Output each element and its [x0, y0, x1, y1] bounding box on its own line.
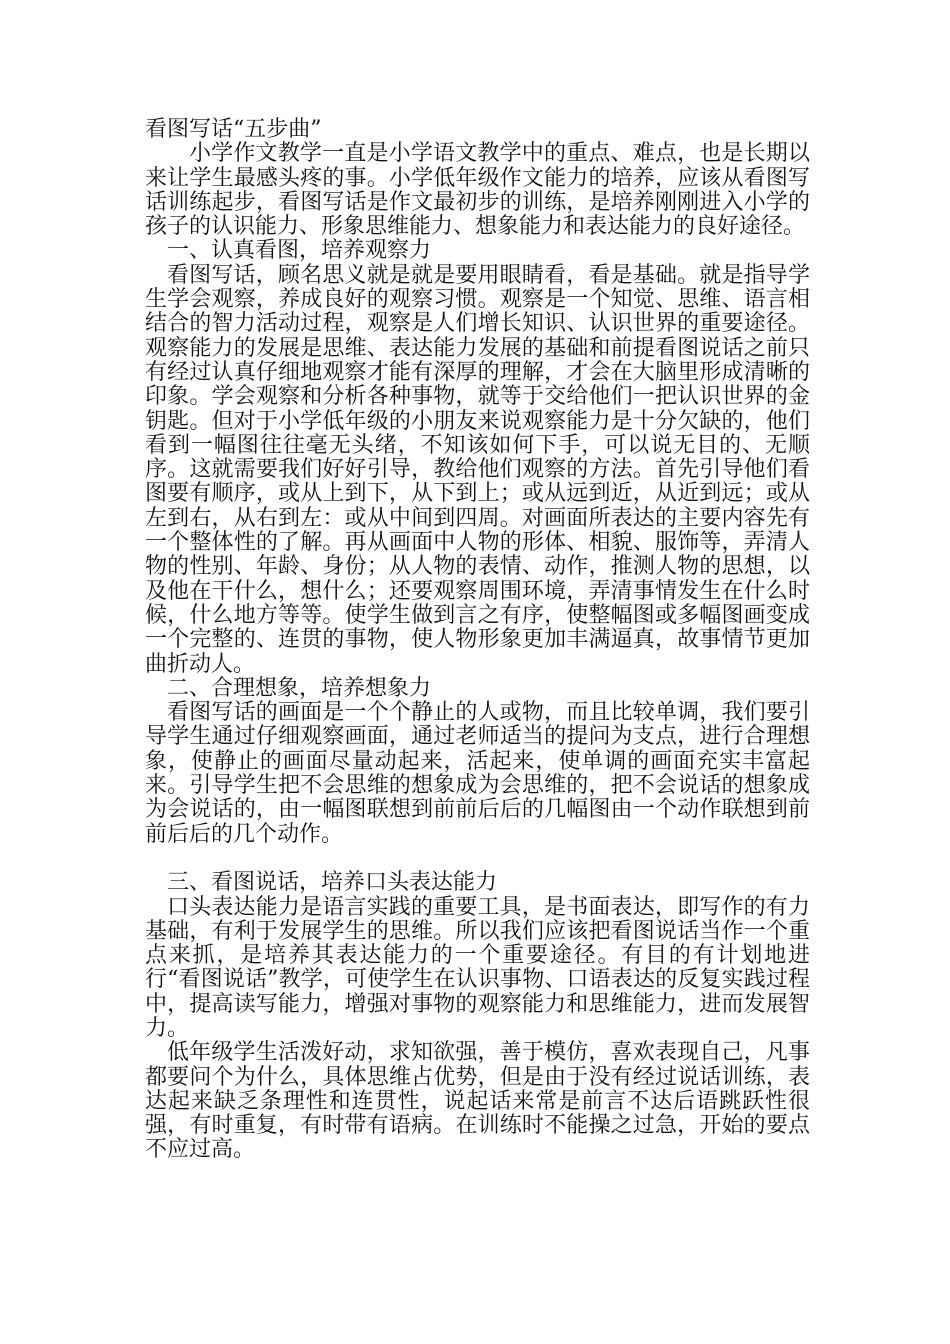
document-page: [145, 118, 810, 1163]
intro-paragraph: 小学作文教学一直是小学语文教学中的重点、难点，也是长期以来让学生最感头疼的事。小学低年级作文能力的培养，应该从看图写话训练起步，看图写话是作文最初步的训练，是培养刚刚进入小学的孩子的认识能力、形象思维能力、想象能力和表达能力的良好途径。: [145, 141, 810, 240]
section-2-paragraph: 看图写话的画面是一个个静止的人或物，而且比较单调，我们要引导学生通过仔细观察画面，通过老师适当的提问为支点，进行合理想象，使静止的画面尽量动起来，活起来，使单调的画面充实丰富起来。引导学生把不会思维的想象成为会思维的，把不会说话的想象成为会说话的，由一幅图联想到前前后后的几幅图由一个动作联想到前前后后的几个动作。: [145, 700, 810, 847]
section-3-paragraph: 口头表达能力是语言实践的重要工具，是书面表达，即写作的有力基础，有利于发展学生的思维。所以我们应该把看图说话当作一个重点来抓，是培养其表达能力的一个重要途径。有目的有计划地进行“看图说话”教学，可使学生在认识事物、口语表达的反复实践过程中，提高读写能力，增强对事物的观察能力和思维能力，进而发展智力。: [145, 894, 810, 1041]
section-1-paragraph: 看图写话，顾名思义就是就是要用眼睛看，看是基础。就是指导学生学会观察，养成良好的观察习惯。观察是一个知觉、思维、语言相结合的智力活动过程，观察是人们增长知识、认识世界的重要途径。观察能力的发展是思维、表达能力发展的基础和前提看图说话之前只有经过认真仔细地观察才能有深厚的理解，才会在大脑里形成清晰的印象。学会观察和分析各种事物，就等于交给他们一把认识世界的金钥匙。但对于小学低年级的小朋友来说观察能力是十分欠缺的，他们看到一幅图往往毫无头绪，不知该如何下手，可以说无目的、无顺序。这就需要我们好好引导，教给他们观察的方法。首先引导他们看图要有顺序，或从上到下，从下到上；或从远到近，从近到远；或从左到右，从右到左：或从中间到四周。对画面所表达的主要内容先有一个整体性的了解。再从画面中人物的形体、相貌、服饰等，弄清人物的性别、年龄、身份；从人物的表情、动作，推测人物的思想，以及他在干什么，想什么；还要观察周围环境，弄清事情发生在什么时候，什么地方等等。使学生做到言之有序，使整幅图或多幅图画变成一个完整的、连贯的事物，使人物形象更加丰满逼真，故事情节更加曲折动人。: [145, 262, 810, 677]
blank-line: [145, 847, 810, 871]
section-3-heading: 三、看图说话，培养口头表达能力: [167, 870, 498, 896]
document-title: 看图写话“五步曲”: [145, 117, 322, 142]
section-3-paragraph-2: 低年级学生活泼好动，求知欲强，善于模仿，喜欢表现自己，凡事都要问个为什么，具体思维占优势，但是由于没有经过说话训练，表达起来缺乏条理性和连贯性，说起话来常是前言不达后语跳跃性很强，有时重复，有时带有语病。在训练时不能操之过急，开始的要点不应过高。: [145, 1040, 810, 1163]
section-2-heading: 二、合理想象，培养想象力: [167, 675, 432, 701]
section-1-heading: 一、认真看图，培养观察力: [167, 238, 432, 264]
